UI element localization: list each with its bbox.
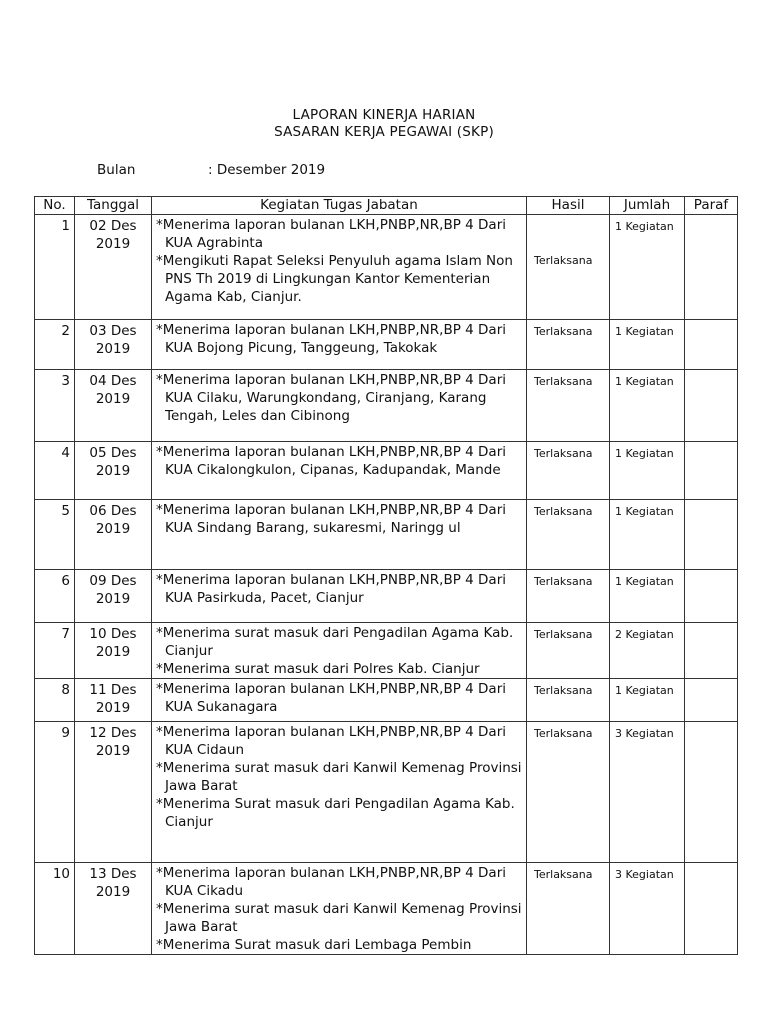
report-subtitle: SASARAN KERJA PEGAWAI (SKP) [274,124,494,140]
tanggal-year: 2019 [95,700,131,716]
row-hasil: Terlaksana [527,215,610,320]
tanggal-year: 2019 [95,884,131,900]
tanggal-day: 04 Des [89,373,137,389]
table-row [35,623,738,679]
tanggal-year: 2019 [95,391,131,407]
tanggal-day: 11 Des [89,682,137,698]
row-hasil: Terlaksana [527,320,610,370]
row-jumlah: 1 Kegiatan [610,320,685,370]
row-hasil: Terlaksana [527,623,610,679]
kegiatan-item: *Menerima laporan bulanan LKH,PNBP,NR,BP 4 Dari KUA Pasirkuda, Pacet, Cianjur [156,572,506,606]
row-paraf [685,679,738,722]
row-hasil: Terlaksana [527,500,610,570]
table-row [35,722,738,863]
col-header-tanggal: Tanggal [75,197,152,215]
table-row [35,679,738,722]
row-tanggal [75,500,152,570]
table-row [35,320,738,370]
tanggal-day: 06 Des [89,503,137,519]
table-row [35,570,738,623]
row-tanggal [75,442,152,500]
row-no: 5 [35,500,75,570]
row-hasil: Terlaksana [527,370,610,442]
row-kegiatan [152,370,527,442]
kegiatan-item: *Menerima Surat masuk dari Lembaga Pembin [156,937,472,953]
row-no: 6 [35,570,75,623]
row-paraf [685,722,738,863]
row-paraf [685,863,738,955]
row-jumlah: 3 Kegiatan [610,863,685,955]
row-tanggal [75,215,152,320]
row-no: 7 [35,623,75,679]
table-row [35,370,738,442]
kegiatan-item: *Menerima laporan bulanan LKH,PNBP,NR,BP 4 Dari KUA Cidaun [156,724,506,758]
col-header-hasil: Hasil [527,197,610,215]
tanggal-day: 12 Des [89,725,137,741]
row-paraf [685,370,738,442]
col-header-paraf: Paraf [685,197,738,215]
row-kegiatan [152,679,527,722]
row-kegiatan [152,863,527,955]
report-title: LAPORAN KINERJA HARIAN [292,107,476,123]
row-kegiatan [152,722,527,863]
tanggal-year: 2019 [95,236,131,252]
row-jumlah: 1 Kegiatan [610,500,685,570]
row-kegiatan [152,500,527,570]
row-jumlah: 2 Kegiatan [610,623,685,679]
row-tanggal [75,863,152,955]
kegiatan-item: *Menerima surat masuk dari Kanwil Kemenag Provinsi Jawa Barat [156,760,522,794]
row-jumlah: 1 Kegiatan [610,679,685,722]
tanggal-year: 2019 [95,463,131,479]
row-kegiatan [152,623,527,679]
bulan-value: : Desember 2019 [208,162,326,178]
row-kegiatan [152,570,527,623]
table-row [35,500,738,570]
tanggal-day: 03 Des [89,323,137,339]
row-paraf [685,442,738,500]
row-no: 8 [35,679,75,722]
kinerja-table [34,196,738,955]
kegiatan-item: *Menerima laporan bulanan LKH,PNBP,NR,BP 4 Dari KUA Cikalongkulon, Cipanas, Kadupandak, Mande [156,444,506,478]
row-tanggal [75,570,152,623]
tanggal-year: 2019 [95,743,131,759]
row-paraf [685,623,738,679]
kegiatan-item: *Menerima laporan bulanan LKH,PNBP,NR,BP 4 Dari KUA Sindang Barang, sukaresmi, Naringg ul [156,502,506,536]
row-jumlah: 1 Kegiatan [610,442,685,500]
kegiatan-item: *Menerima surat masuk dari Kanwil Kemenag Provinsi Jawa Barat [156,901,522,935]
kegiatan-item: *Menerima laporan bulanan LKH,PNBP,NR,BP 4 Dari KUA Bojong Picung, Tanggeung, Takokak [156,322,506,356]
tanggal-year: 2019 [95,521,131,537]
tanggal-year: 2019 [95,591,131,607]
tanggal-day: 09 Des [89,573,137,589]
kegiatan-item: *Menerima laporan bulanan LKH,PNBP,NR,BP 4 Dari KUA Sukanagara [156,681,506,715]
col-header-no: No. [35,197,75,215]
row-paraf [685,500,738,570]
tanggal-day: 10 Des [89,626,137,642]
kegiatan-item: *Mengikuti Rapat Seleksi Penyuluh agama Islam Non PNS Th 2019 di Lingkungan Kantor Kementerian Agama Kab, Cianjur. [156,253,513,305]
row-hasil: Terlaksana [527,442,610,500]
kegiatan-item: *Menerima surat masuk dari Polres Kab. Cianjur [156,661,480,677]
tanggal-day: 05 Des [89,445,137,461]
row-hasil: Terlaksana [527,722,610,863]
tanggal-day: 02 Des [89,218,137,234]
row-no: 1 [35,215,75,320]
row-paraf [685,570,738,623]
col-header-jumlah: Jumlah [610,197,685,215]
row-jumlah: 1 Kegiatan [610,570,685,623]
tanggal-day: 13 Des [89,866,137,882]
kegiatan-item: *Menerima laporan bulanan LKH,PNBP,NR,BP 4 Dari KUA Cikadu [156,865,506,899]
row-no: 4 [35,442,75,500]
row-tanggal [75,722,152,863]
row-no: 9 [35,722,75,863]
col-header-kegiatan: Kegiatan Tugas Jabatan [152,197,527,215]
tanggal-year: 2019 [95,341,131,357]
kegiatan-item: *Menerima surat masuk dari Pengadilan Agama Kab. Cianjur [156,625,514,659]
row-kegiatan [152,320,527,370]
row-paraf [685,320,738,370]
row-hasil: Terlaksana [527,863,610,955]
kegiatan-item: *Menerima laporan bulanan LKH,PNBP,NR,BP 4 Dari KUA Cilaku, Warungkondang, Ciranjang, Karang Tengah, Leles dan Cibinong [156,372,506,424]
row-tanggal [75,370,152,442]
table-row [35,442,738,500]
row-paraf [685,215,738,320]
table-row [35,215,738,320]
row-tanggal [75,679,152,722]
row-jumlah: 1 Kegiatan [610,370,685,442]
kegiatan-item: *Menerima laporan bulanan LKH,PNBP,NR,BP 4 Dari KUA Agrabinta [156,217,506,251]
tanggal-year: 2019 [95,644,131,660]
row-kegiatan [152,442,527,500]
row-no: 2 [35,320,75,370]
bulan-label: Bulan [97,162,136,178]
row-hasil: Terlaksana [527,679,610,722]
table-header-row [35,197,738,215]
row-kegiatan [152,215,527,320]
row-jumlah: 3 Kegiatan [610,722,685,863]
row-no: 10 [35,863,75,955]
row-tanggal [75,623,152,679]
table-row [35,863,738,955]
row-jumlah: 1 Kegiatan [610,215,685,320]
row-tanggal [75,320,152,370]
kegiatan-item: *Menerima Surat masuk dari Pengadilan Agama Kab. Cianjur [156,796,515,830]
row-hasil: Terlaksana [527,570,610,623]
row-no: 3 [35,370,75,442]
